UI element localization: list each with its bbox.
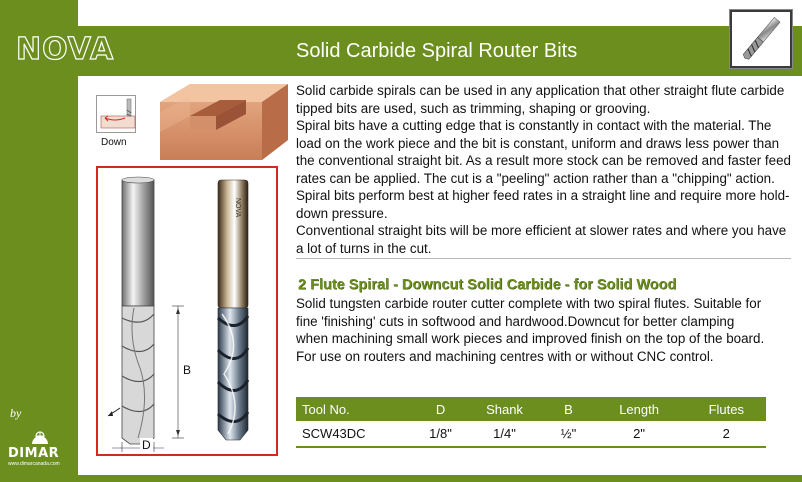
spec-table — [296, 397, 766, 448]
section-title: 2 Flute Spiral - Downcut Solid Carbide - for Solid Wood — [298, 277, 677, 293]
brand-logo: NOVA — [16, 32, 115, 67]
router-bit-icon — [732, 12, 790, 66]
cell-shank: 1/4" — [464, 421, 546, 447]
bottom-bar — [78, 475, 802, 482]
wood-groove-illustration — [150, 82, 290, 162]
downcut-diagram — [96, 95, 136, 133]
svg-text:NOVA: NOVA — [234, 198, 241, 218]
intro-paragraph: Conventional straight bits will be more efficient at slower rates and where you have a lot of turns in the cut. — [296, 223, 787, 256]
dimension-b-label: B — [183, 363, 192, 377]
page-title: Solid Carbide Spiral Router Bits — [296, 40, 578, 62]
header-tool-no: Tool No. — [296, 397, 417, 421]
table-row — [296, 421, 766, 447]
header-flutes: Flutes — [687, 397, 766, 421]
dimar-url: www.dimarcanada.com — [8, 461, 60, 467]
section-divider — [296, 258, 791, 259]
dimar-logo: DIMAR — [8, 446, 60, 461]
intro-paragraph: Spiral bits have a cutting edge that is constantly in contact with the material. The load on the work piece and the bit is constant, uniform and draws less power than the conventional straight bit. As a result more stock can be removed and faster feed rates can be applied. The cut is a "peeling" action rather than a "chipping" action. Spiral bits perform best at higher feed rates in a straight line and require more hold-down pressure. — [296, 118, 791, 221]
header-shank: Shank — [464, 397, 546, 421]
section-description: Solid tungsten carbide router cutter complete with two spiral flutes. Suitable for fine 'finishing' cuts in softwood and hardwood.Downcut for better clamping when machining small work pieces and improved finish on the top of the board. For use on routers and machining centres with or without CNC control. — [296, 296, 765, 364]
by-text: by — [10, 406, 22, 420]
cell-tool-no: SCW43DC — [296, 421, 417, 447]
downcut-label: Down — [101, 137, 127, 148]
table-header-row — [296, 397, 766, 421]
bit-line-drawing — [108, 177, 184, 452]
header-length: Length — [592, 397, 687, 421]
header-b: B — [545, 397, 591, 421]
router-bit-thumbnail — [730, 10, 792, 68]
intro-text — [296, 82, 796, 257]
cell-d: 1/8" — [417, 421, 463, 447]
dimension-d-label: D — [142, 438, 151, 452]
cell-b: ½" — [545, 421, 591, 447]
bit-photo — [218, 180, 248, 440]
router-bit-images — [96, 166, 278, 456]
intro-paragraph: Solid carbide spirals can be used in any application that other straight flute carbide tipped bits are used, such as trimming, shaping or grooving. — [296, 83, 785, 116]
header-d: D — [417, 397, 463, 421]
cell-flutes: 2 — [687, 421, 766, 447]
cell-length: 2" — [592, 421, 687, 447]
